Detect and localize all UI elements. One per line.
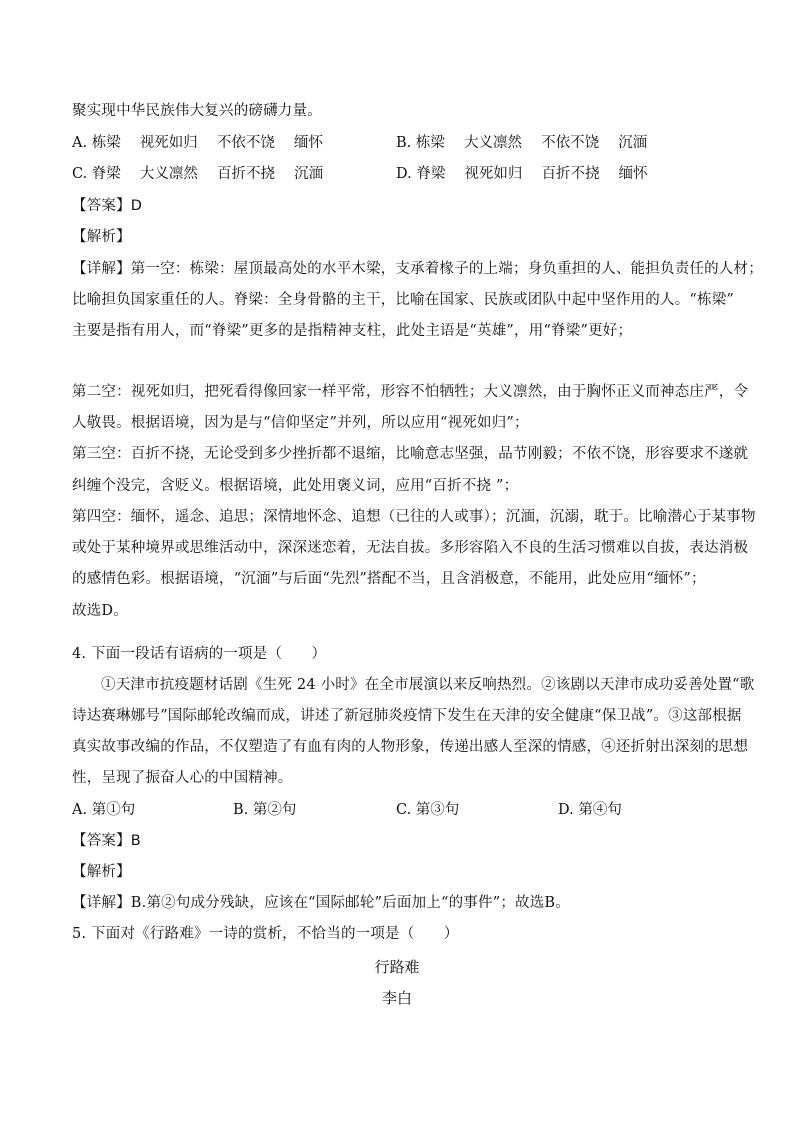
q3-detail-line: 第四空：缅怀，遥念、追思；深情地怀念、追想（已往的人或事）；沉湎，沉溺，耽于。比喻潜心于某事物 bbox=[72, 509, 756, 525]
poem-title: 行路难 bbox=[374, 958, 420, 976]
q3-detail-line: 或处于某种境界或思维活动中，深深迷恋着，无法自拔。多形容陷入不良的生活习惯难以自拔，表达消极 bbox=[72, 540, 749, 556]
q3-continuation: 聚实现中华民族伟大复兴的磅礴力量。 bbox=[72, 103, 322, 119]
q4-option-a: A. 第①句 bbox=[72, 802, 136, 818]
q3-detail-line: 【详解】第一空：栋梁：屋顶最高处的水平木梁，支承着椽子的上端；身负重担的人、能担负责任的人材； bbox=[72, 261, 763, 277]
q4-analysis-label: 【解析】 bbox=[72, 864, 131, 880]
q3-detail-line: 的感情色彩。根据语境，“沉湎”与后面“先烈”搭配不当，且含消极意，不能用，此处应用“缅怀”； bbox=[72, 571, 706, 587]
q4-option-d: D. 第④句 bbox=[558, 802, 622, 818]
q3-detail-line: 第三空：百折不挠，无论受到多少挫折都不退缩，比喻意志坚强，品节刚毅；不依不饶，形容要求不遂就 bbox=[72, 446, 749, 462]
q3-answer: 【答案】D bbox=[72, 198, 143, 214]
q3-detail-line: 纠缠个没完，含贬义。根据语境，此处用褒义词，应用“百折不挠 ”； bbox=[72, 478, 519, 494]
q3-option-d: D. 脊梁 视死如归 百折不挠 缅怀 bbox=[396, 166, 648, 182]
q4-passage-line: ①天津市抗疫题材话剧《生死 24 小时》在全市展演以来反响热烈。②该剧以天津市成功妥善处置“歌 bbox=[101, 677, 755, 693]
q4-stem: 4. 下面一段话有语病的一项是（ ） bbox=[72, 646, 327, 662]
q3-detail-line: 主要是指有用人，而“脊梁”更多的是指精神支柱，此处主语是“英雄”，用“脊梁”更好； bbox=[72, 323, 633, 339]
q4-detail: 【详解】B.第②句成分残缺，应该在“国际邮轮”后面加上“的事件”；故选B。 bbox=[72, 895, 570, 911]
q3-detail-line: 第二空：视死如归，把死看得像回家一样平常，形容不怕牺牲；大义凛然，由于胸怀正义而神态庄严，令 bbox=[72, 384, 749, 400]
q3-option-b: B. 栋梁 大义凛然 不依不饶 沉湎 bbox=[396, 135, 648, 151]
q3-detail-line: 比喻担负国家重任的人。脊梁：全身骨骼的主干，比喻在国家、民族或团队中起中坚作用的人。“栋梁” bbox=[72, 292, 735, 308]
q5-stem: 5. 下面对《行路难》一诗的赏析，不恰当的一项是（ ） bbox=[72, 926, 459, 942]
q4-passage-line: 诗达赛琳娜号”国际邮轮改编而成，讲述了新冠肺炎疫情下发生在天津的安全健康“保卫战”。③这部根据 bbox=[72, 708, 742, 724]
q4-passage-line: 真实故事改编的作品，不仅塑造了有血有肉的人物形象，传递出感人至深的情感，④还折射出深刻的思想 bbox=[72, 739, 749, 755]
q4-passage-line: 性，呈现了振奋人心的中国精神。 bbox=[72, 770, 293, 786]
poem-author: 李白 bbox=[381, 989, 412, 1007]
q3-analysis-label: 【解析】 bbox=[72, 229, 131, 245]
q3-option-c: C. 脊梁 大义凛然 百折不挠 沉湎 bbox=[72, 166, 324, 182]
q4-option-c: C. 第③句 bbox=[396, 802, 460, 818]
q4-answer: 【答案】B bbox=[72, 833, 141, 849]
q3-detail-line: 人敬畏。根据语境，因为是与“信仰坚定”并列，所以应用“视死如归”； bbox=[72, 415, 529, 431]
q3-option-a: A. 栋梁 视死如归 不依不饶 缅怀 bbox=[72, 135, 324, 151]
q3-detail-line: 故选D。 bbox=[72, 603, 128, 619]
q4-option-b: B. 第②句 bbox=[233, 802, 297, 818]
